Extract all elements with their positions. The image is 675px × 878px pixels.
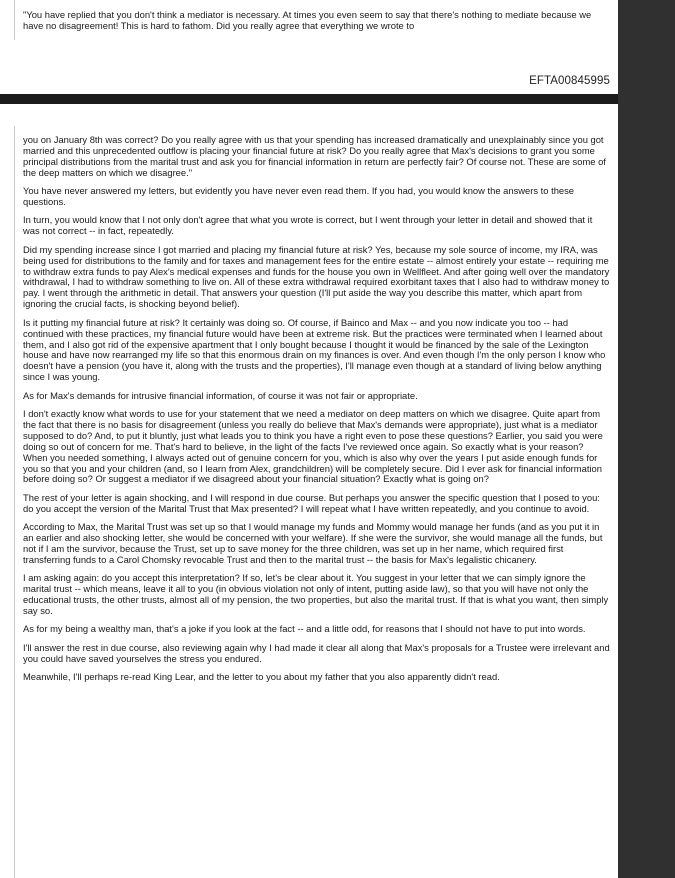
paragraph: As for Max's demands for intrusive financial information, of course it was not fair or appropriate. (23, 389, 418, 401)
page-main-text (23, 135, 610, 691)
page-identifier: EFTA00845995 (529, 75, 610, 87)
paragraph: Is it putting my financial future at risk? It certainly was doing so. Of course, if Bainco and Max -- and you now indicate you too -- had continued with these practices, my financial future would have been at extreme risk. But the practices were terminated when I learned about them, and I also got rid of the expensive apartment that I only bought because I thought it would be financed by the sale of the Lexington house and have now rearranged my life so that this enormous drain on my finances is over. And even though I'm the only person I know who doesn't have a pension (you have it, along with the trusts and the properties), I'll manage even though at a standard of living below anything since I was young. (23, 316, 606, 383)
quote-rule (14, 0, 15, 40)
document-page-top (0, 0, 618, 94)
paragraph: I'll answer the rest in due course, also reviewing again why I had made it clear all along that Max's proposals for a Trustee were irrelevant and you could have saved yourselves the stress you endured. (23, 641, 610, 664)
paragraph: I don't exactly know what words to use for your statement that we need a mediator on deep matters on which we disagree. Quite apart from the fact that there is no basis for disagreement (unless you really do believe that Max's demands were appropriate), just what is a mediator supposed to do? And, to put it bluntly, just what leads you to think you have a right even to pose these questions? Earlier, you said you were doing so out of concern for me. That's hard to believe, in the light of the facts I've reviewed once again. So exactly what is your reason? When you needed something, I always acted out of genuine concern for you, which is also why over the years I put aside enough funds for you so that you and your children (and, so I learn from Alex, grandchildren) will be completely secure. Did I ever ask for financial information before doing so? Or suggest a mediator if we disagreed about your financial situation? Exactly what is going on? (23, 408, 603, 485)
paragraph: "You have replied that you don't think a mediator is necessary. At times you even seem to say that there's nothing to mediate because we have no disagreement! This is hard to fathom. Did you really agree that everything we wrote to (23, 9, 592, 31)
paragraph: You have never answered my letters, but evidently you have never even read them. If you had, you would know the answers to these questions. (23, 185, 575, 208)
paragraph: you on January 8th was correct? Do you really agree with us that your spending has increased dramatically and unexplainably since you got married and this unprecedented outflow is placing your financial future at risk? Do you really agree that Max's decisions to grant you some principal distributions from the marital trust and ask you for financial information in return are perfectly fair? Of course not. These are some of the deep matters on which we disagree." (23, 134, 606, 178)
paragraph: As for my being a wealthy man, that's a joke if you look at the fact -- and a little odd, for reasons that I should not have to put into words. (23, 623, 586, 635)
paragraph: According to Max, the Marital Trust was set up so that I would manage my funds and Mommy would manage her funds (and as you put it in an earlier and also shocking letter, she would be concerned with your welfare). If she were the survivor, she would manage all the funds, but not if I am the survivor, because the Trust, set up to save money for the three children, was set up in her name, which required first transferring funds to a Carol Chomsky revocable Trust and then to the marital trust -- the basis for Max's legalistic chicanery. (23, 521, 603, 565)
viewer-scroll-gutter[interactable] (618, 0, 675, 878)
paragraph: In turn, you would know that I not only don't agree that what you wrote is correct, but I went through your letter in detail and showed that it was not correct -- in fact, repeatedly. (23, 214, 593, 237)
quote-rule (14, 126, 15, 878)
document-page-main (0, 104, 618, 878)
page-separator (0, 94, 618, 104)
paragraph: I am asking again: do you accept this interpretation? If so, let's be clear about it. You suggest in your letter that we can simply ignore the marital trust -- which means, leave it all to you (in obvious violation not only of intent, putting aside law), so that you will have not only the educational trusts, the other trusts, almost all of my pension, the two properties, but also the marital trust. If that is what you want, then simply say so. (23, 572, 609, 617)
paragraph: The rest of your letter is again shocking, and I will respond in due course. But perhaps you answer the specific question that I posed to you: do you accept the version of the Marital Trust that Max presented? I will repeat what I have written repeatedly, and you continue to avoid. (23, 491, 600, 514)
paragraph: Meanwhile, I'll perhaps re-read King Lear, and the letter to you about my father that you also apparently didn't read. (23, 671, 500, 683)
page-top-text (23, 10, 610, 39)
paragraph: Did my spending increase since I got married and placing my financial future at risk? Yes, because my sole source of income, my IRA, was being used for distributions to the family and for taxes and management fees for the entire estate -- almost entirely your estate -- requiring me to withdraw extra funds to pay Alex's medical expenses and funds for the house you own in Wellfleet. And after going well over the mandatory withdrawal, I had to withdraw something to live on. All of these extra withdrawal required exorbitant taxes that I also had to withdraw money to pay. I went through the arithmetic in detail. That answers your question (I'll put aside the way you describe this matter, which apart from ignoring the crucial facts, is shocking beyond belief). (23, 243, 610, 310)
